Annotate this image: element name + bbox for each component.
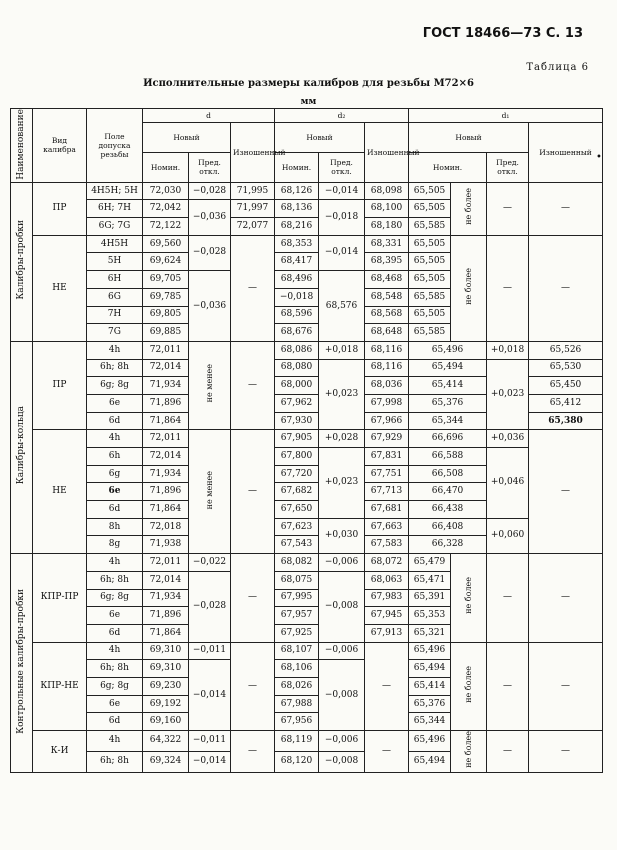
table-cell: 65,496 bbox=[409, 642, 451, 660]
table-cell: 68,180 bbox=[365, 218, 409, 236]
table-cell: 6d bbox=[87, 501, 143, 519]
table-cell: 69,310 bbox=[143, 660, 189, 678]
table-cell: 67,583 bbox=[365, 536, 409, 554]
col-d2: d₂ bbox=[275, 109, 409, 123]
table-cell: 67,983 bbox=[365, 589, 409, 607]
table-cell: — bbox=[231, 731, 275, 773]
table-cell: 68,107 bbox=[275, 642, 319, 660]
table-cell: +0,046 bbox=[487, 448, 529, 519]
table-cell: 65,380 bbox=[529, 412, 603, 430]
table-cell bbox=[11, 182, 33, 341]
table-cell: 65,412 bbox=[529, 394, 603, 412]
table-cell: 69,805 bbox=[143, 306, 189, 324]
table-cell: 65,505 bbox=[409, 271, 451, 289]
table-cell: 71,864 bbox=[143, 412, 189, 430]
table-cell: 68,100 bbox=[365, 200, 409, 218]
calibre-table bbox=[10, 108, 603, 773]
table-row bbox=[11, 341, 603, 359]
table-cell: 72,042 bbox=[143, 200, 189, 218]
table-cell: 6d bbox=[87, 713, 143, 731]
table-cell: 67,543 bbox=[275, 536, 319, 554]
table-cell: 71,934 bbox=[143, 465, 189, 483]
table-cell: 66,588 bbox=[409, 448, 487, 466]
table-cell: 65,505 bbox=[409, 235, 451, 253]
table-cell: 6h; 8h bbox=[87, 660, 143, 678]
table-cell: 68,075 bbox=[275, 571, 319, 589]
table-cell: 69,785 bbox=[143, 288, 189, 306]
table-cell: −0,008 bbox=[319, 751, 365, 772]
table-cell: 66,408 bbox=[409, 518, 487, 536]
type-label: КПР-ПР bbox=[33, 554, 87, 642]
table-cell: 6g; 8g bbox=[87, 677, 143, 695]
table-cell: 65,585 bbox=[409, 218, 451, 236]
d-worn: Изношенный bbox=[231, 123, 275, 183]
table-cell: +0,060 bbox=[487, 518, 529, 553]
table-cell: 68,568 bbox=[365, 306, 409, 324]
table-cell bbox=[11, 554, 33, 773]
table-cell: 72,014 bbox=[143, 359, 189, 377]
table-cell bbox=[451, 731, 487, 773]
table-cell: 71,896 bbox=[143, 394, 189, 412]
table-cell bbox=[451, 182, 487, 235]
table-cell: 71,896 bbox=[143, 483, 189, 501]
table-cell: 67,831 bbox=[365, 448, 409, 466]
table-cell: — bbox=[365, 642, 409, 730]
table-cell: — bbox=[529, 430, 603, 554]
table-cell: −0,011 bbox=[189, 642, 231, 660]
col-pole: Поле допуска резьбы bbox=[87, 109, 143, 183]
table-cell: 67,929 bbox=[365, 430, 409, 448]
table-cell: 8h bbox=[87, 518, 143, 536]
table-cell bbox=[11, 109, 33, 183]
table-cell: 69,705 bbox=[143, 271, 189, 289]
table-cell: 72,030 bbox=[143, 182, 189, 200]
table-cell: 6H; 7H bbox=[87, 200, 143, 218]
table-cell: 68,072 bbox=[365, 554, 409, 572]
table-cell: +0,023 bbox=[487, 359, 529, 430]
table-cell: 71,896 bbox=[143, 607, 189, 625]
not-less-note: не более bbox=[464, 731, 474, 768]
table-cell: 65,585 bbox=[409, 324, 451, 342]
table-row bbox=[11, 642, 603, 660]
table-cell: 65,353 bbox=[409, 607, 451, 625]
table-cell: 69,310 bbox=[143, 642, 189, 660]
table-cell: 65,479 bbox=[409, 554, 451, 572]
table-cell: +0,023 bbox=[319, 448, 365, 519]
table-cell: 67,995 bbox=[275, 589, 319, 607]
table-cell: 67,713 bbox=[365, 483, 409, 501]
type-label: ПР bbox=[33, 182, 87, 235]
table-cell: — bbox=[231, 235, 275, 341]
table-cell: 68,082 bbox=[275, 554, 319, 572]
table-cell: 72,018 bbox=[143, 518, 189, 536]
table-cell: 67,962 bbox=[275, 394, 319, 412]
not-less-note: не более bbox=[464, 665, 474, 703]
table-cell: 71,938 bbox=[143, 536, 189, 554]
d1-pred: Пред. откл. bbox=[487, 152, 529, 182]
table-cell bbox=[11, 341, 33, 553]
table-cell: 65,505 bbox=[409, 200, 451, 218]
table-cell: 67,663 bbox=[365, 518, 409, 536]
table-cell: −0,014 bbox=[319, 182, 365, 200]
table-row bbox=[11, 731, 603, 752]
table-cell: 71,934 bbox=[143, 589, 189, 607]
type-label: НЕ bbox=[33, 235, 87, 341]
d2-new: Новый bbox=[275, 123, 365, 153]
table-row bbox=[11, 359, 603, 377]
table-cell: 67,681 bbox=[365, 501, 409, 519]
table-cell: −0,006 bbox=[319, 554, 365, 572]
table-cell: — bbox=[487, 554, 529, 642]
table-cell: 71,864 bbox=[143, 501, 189, 519]
table-cell: 68,648 bbox=[365, 324, 409, 342]
table-cell: 68,116 bbox=[365, 341, 409, 359]
table-cell: 68,468 bbox=[365, 271, 409, 289]
table-cell: 6e bbox=[87, 607, 143, 625]
table-row bbox=[11, 554, 603, 572]
table-cell: 68,120 bbox=[275, 751, 319, 772]
table-cell: 68,036 bbox=[365, 377, 409, 395]
type-label: НЕ bbox=[33, 430, 87, 554]
table-cell: 68,136 bbox=[275, 200, 319, 218]
not-less-note: не более bbox=[464, 188, 474, 226]
table-cell: 4h bbox=[87, 430, 143, 448]
d1-worn: Изношенный bbox=[529, 123, 603, 183]
table-cell: 68,098 bbox=[365, 182, 409, 200]
type-label: КПР-НЕ bbox=[33, 642, 87, 730]
col-d1: d₁ bbox=[409, 109, 603, 123]
table-cell: 5H bbox=[87, 253, 143, 271]
table-cell: 6g; 8g bbox=[87, 589, 143, 607]
table-cell: 8g bbox=[87, 536, 143, 554]
not-less-m-note: не менее bbox=[205, 470, 214, 509]
table-cell: 68,026 bbox=[275, 677, 319, 695]
table-cell: — bbox=[231, 642, 275, 730]
table-cell: 7G bbox=[87, 324, 143, 342]
table-cell: — bbox=[231, 554, 275, 642]
table-cell: 67,945 bbox=[365, 607, 409, 625]
table-cell: 66,328 bbox=[409, 536, 487, 554]
col-d: d bbox=[143, 109, 275, 123]
table-cell: 67,905 bbox=[275, 430, 319, 448]
group-label: Калибры-кольца bbox=[16, 406, 26, 485]
table-cell: +0,028 bbox=[319, 430, 365, 448]
table-cell bbox=[189, 430, 231, 554]
table-row bbox=[11, 448, 603, 466]
table-cell: 67,623 bbox=[275, 518, 319, 536]
table-cell: 65,471 bbox=[409, 571, 451, 589]
not-less-note: не более bbox=[464, 577, 474, 615]
table-row bbox=[11, 235, 603, 253]
table-cell: 67,957 bbox=[275, 607, 319, 625]
unit-label: мм bbox=[300, 97, 317, 107]
table-row bbox=[11, 430, 603, 448]
table-cell: 67,966 bbox=[365, 412, 409, 430]
table-cell: 6h; 8h bbox=[87, 359, 143, 377]
table-cell: 68,106 bbox=[275, 660, 319, 678]
table-cell: — bbox=[487, 731, 529, 773]
table-cell: 68,596 bbox=[275, 306, 319, 324]
table-cell: 6e bbox=[87, 394, 143, 412]
table-cell: 65,530 bbox=[529, 359, 603, 377]
table-cell: 65,494 bbox=[409, 751, 451, 772]
table-cell: 68,126 bbox=[275, 182, 319, 200]
table-cell bbox=[451, 642, 487, 730]
table-cell: 6e bbox=[87, 483, 143, 501]
table-cell: 71,995 bbox=[231, 182, 275, 200]
table-cell: 65,505 bbox=[409, 182, 451, 200]
table-cell: 65,376 bbox=[409, 695, 451, 713]
table-cell: 6H bbox=[87, 271, 143, 289]
table-cell: 65,344 bbox=[409, 412, 487, 430]
table-cell: 6g bbox=[87, 465, 143, 483]
table-cell: 4h bbox=[87, 731, 143, 752]
table-cell: 67,998 bbox=[365, 394, 409, 412]
table-cell: 68,063 bbox=[365, 571, 409, 589]
table-cell: 66,696 bbox=[409, 430, 487, 448]
table-cell: 6h; 8h bbox=[87, 751, 143, 772]
table-title: Исполнительные размеры калибров для резьбы М72×6 bbox=[143, 78, 474, 89]
table-cell: 7H bbox=[87, 306, 143, 324]
d-nom: Номин. bbox=[143, 152, 189, 182]
table-cell: — bbox=[529, 642, 603, 730]
table-cell: −0,006 bbox=[319, 731, 365, 752]
table-cell: 4h bbox=[87, 554, 143, 572]
table-cell: 67,682 bbox=[275, 483, 319, 501]
table-cell: 64,322 bbox=[143, 731, 189, 752]
table-cell: 65,344 bbox=[409, 713, 451, 731]
d2-pred: Пред. откл. bbox=[319, 152, 365, 182]
table-cell: 72,011 bbox=[143, 341, 189, 359]
table-cell: 65,526 bbox=[529, 341, 603, 359]
table-cell: 6G bbox=[87, 288, 143, 306]
table-cell: — bbox=[529, 731, 603, 773]
table-cell: 66,470 bbox=[409, 483, 487, 501]
table-cell: −0,018 bbox=[275, 288, 319, 306]
table-cell: −0,008 bbox=[319, 571, 365, 642]
table-cell: — bbox=[487, 235, 529, 341]
table-cell: +0,023 bbox=[319, 359, 365, 430]
table-cell: — bbox=[529, 182, 603, 235]
table-cell: 65,414 bbox=[409, 377, 487, 395]
type-label: К-И bbox=[33, 731, 87, 773]
table-cell: — bbox=[231, 430, 275, 554]
table-cell: 69,624 bbox=[143, 253, 189, 271]
table-number: Таблица 6 bbox=[526, 62, 589, 73]
table-cell: −0,022 bbox=[189, 554, 231, 572]
table-cell: 71,934 bbox=[143, 377, 189, 395]
table-cell: 67,925 bbox=[275, 624, 319, 642]
table-cell: 67,650 bbox=[275, 501, 319, 519]
table-cell: 65,376 bbox=[409, 394, 487, 412]
d1-new: Новый bbox=[409, 123, 529, 153]
table-cell: 6G; 7G bbox=[87, 218, 143, 236]
table-cell: 68,331 bbox=[365, 235, 409, 253]
table-cell: 72,122 bbox=[143, 218, 189, 236]
table-cell: −0,011 bbox=[189, 731, 231, 752]
table-cell: 65,494 bbox=[409, 660, 451, 678]
table-cell: −0,018 bbox=[319, 200, 365, 235]
table-cell: 67,913 bbox=[365, 624, 409, 642]
table-cell: — bbox=[529, 554, 603, 642]
table-cell: 65,494 bbox=[409, 359, 487, 377]
table-cell: 68,086 bbox=[275, 341, 319, 359]
table-cell: −0,014 bbox=[189, 660, 231, 731]
table-cell: −0,028 bbox=[189, 571, 231, 642]
table-cell: 4H5H bbox=[87, 235, 143, 253]
table-cell: 68,000 bbox=[275, 377, 319, 395]
table-cell: 6h; 8h bbox=[87, 571, 143, 589]
group-label: Калибры-пробки bbox=[16, 219, 26, 300]
table-cell: 72,011 bbox=[143, 554, 189, 572]
table-cell: 68,080 bbox=[275, 359, 319, 377]
table-cell: 65,585 bbox=[409, 288, 451, 306]
table-cell: 68,576 bbox=[319, 271, 365, 342]
table-cell: 69,192 bbox=[143, 695, 189, 713]
table-cell: 71,997 bbox=[231, 200, 275, 218]
table-cell: 68,116 bbox=[365, 359, 409, 377]
table-cell: −0,008 bbox=[319, 660, 365, 731]
table-cell: 68,417 bbox=[275, 253, 319, 271]
table-cell: +0,018 bbox=[487, 341, 529, 359]
table-cell: +0,030 bbox=[319, 518, 365, 553]
table-cell: 65,505 bbox=[409, 253, 451, 271]
table-cell: 69,324 bbox=[143, 751, 189, 772]
table-cell: 68,216 bbox=[275, 218, 319, 236]
table-cell: 6h bbox=[87, 448, 143, 466]
table-cell: 6d bbox=[87, 412, 143, 430]
table-cell: 6d bbox=[87, 624, 143, 642]
table-cell: 69,885 bbox=[143, 324, 189, 342]
table-cell: 68,353 bbox=[275, 235, 319, 253]
table-cell: −0,028 bbox=[189, 182, 231, 200]
table-cell: +0,036 bbox=[487, 430, 529, 448]
gost-header: ГОСТ 18466—73 С. 13 bbox=[422, 26, 583, 41]
col-naim: Наименование bbox=[16, 109, 26, 180]
table-cell: 67,720 bbox=[275, 465, 319, 483]
table-cell bbox=[451, 554, 487, 642]
d-pred: Пред. откл. bbox=[189, 152, 231, 182]
table-cell: −0,036 bbox=[189, 200, 231, 235]
table-cell: 67,956 bbox=[275, 713, 319, 731]
table-cell: 4h bbox=[87, 642, 143, 660]
table-cell: −0,028 bbox=[189, 235, 231, 270]
table-cell: 67,800 bbox=[275, 448, 319, 466]
table-cell: 72,014 bbox=[143, 571, 189, 589]
table-cell: — bbox=[365, 731, 409, 773]
margin-dot: • bbox=[596, 152, 602, 163]
table-cell: 72,077 bbox=[231, 218, 275, 236]
table-cell: — bbox=[487, 182, 529, 235]
table-cell: 65,496 bbox=[409, 341, 487, 359]
group-label: Контрольные калибры-пробки bbox=[16, 588, 26, 734]
d1-nom: Номин. bbox=[409, 152, 487, 182]
table-cell: 69,160 bbox=[143, 713, 189, 731]
table-cell: −0,006 bbox=[319, 642, 365, 660]
table-cell: 6g; 8g bbox=[87, 377, 143, 395]
table-cell: 68,548 bbox=[365, 288, 409, 306]
table-cell: 68,676 bbox=[275, 324, 319, 342]
table-cell: 72,011 bbox=[143, 430, 189, 448]
table-cell: 65,496 bbox=[409, 731, 451, 752]
table-cell: 6e bbox=[87, 695, 143, 713]
table-cell: −0,036 bbox=[189, 271, 231, 342]
table-cell: 67,988 bbox=[275, 695, 319, 713]
table-cell bbox=[189, 341, 231, 429]
table-cell: 65,450 bbox=[529, 377, 603, 395]
table-cell: −0,014 bbox=[319, 235, 365, 270]
table-cell: — bbox=[231, 341, 275, 429]
table-cell: 68,119 bbox=[275, 731, 319, 752]
table-cell: 69,560 bbox=[143, 235, 189, 253]
d2-worn: Изношенный bbox=[365, 123, 409, 183]
table-cell: 65,505 bbox=[409, 306, 451, 324]
table-cell: +0,018 bbox=[319, 341, 365, 359]
table-cell: 68,395 bbox=[365, 253, 409, 271]
table-cell: — bbox=[487, 642, 529, 730]
table-cell: 67,930 bbox=[275, 412, 319, 430]
table-cell: 65,321 bbox=[409, 624, 451, 642]
type-label: ПР bbox=[33, 341, 87, 429]
table-cell: 71,864 bbox=[143, 624, 189, 642]
table-cell: 67,751 bbox=[365, 465, 409, 483]
table-cell: — bbox=[529, 235, 603, 341]
table-row bbox=[11, 518, 603, 536]
table-cell: −0,014 bbox=[189, 751, 231, 772]
table-cell: 72,014 bbox=[143, 448, 189, 466]
not-less-m-note: не менее bbox=[205, 364, 214, 403]
table-cell: 4H5H; 5H bbox=[87, 182, 143, 200]
table-cell: 66,438 bbox=[409, 501, 487, 519]
table-cell: 69,230 bbox=[143, 677, 189, 695]
table-cell bbox=[451, 235, 487, 341]
table-cell: 66,508 bbox=[409, 465, 487, 483]
d-new: Новый bbox=[143, 123, 231, 153]
table-row bbox=[11, 182, 603, 200]
table-cell: 65,414 bbox=[409, 677, 451, 695]
d2-nom: Номин. bbox=[275, 152, 319, 182]
not-less-note: не более bbox=[464, 267, 474, 305]
table-cell: 4h bbox=[87, 341, 143, 359]
col-vid: Вид калибра bbox=[33, 109, 87, 183]
table-cell: 65,391 bbox=[409, 589, 451, 607]
table-cell: 68,496 bbox=[275, 271, 319, 289]
